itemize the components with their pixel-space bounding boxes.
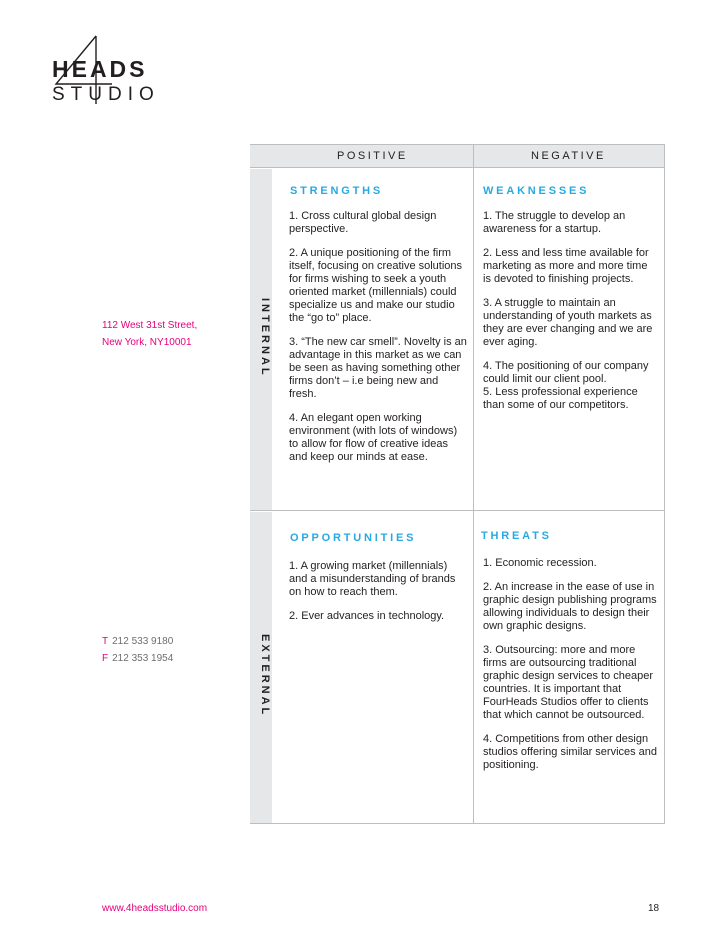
fax-number: 212 353 1954 <box>112 653 174 664</box>
phone-line <box>102 636 173 647</box>
weakness-item: 1. The struggle to develop an awareness for a startup. <box>483 210 626 235</box>
strength-item: 1. Cross cultural global design perspective. <box>289 210 437 235</box>
opportunities-title: OPPORTUNITIES <box>290 532 417 544</box>
weakness-item: 3. A struggle to maintain an understanding of youth markets as they are ever changing and we are ever aging. <box>483 297 653 348</box>
row-label-internal: INTERNAL <box>259 298 271 378</box>
threat-item: 2. An increase in the ease of use in graphic design publishing programs allowing individuals to design their own graphic designs. <box>483 581 657 632</box>
brand-heads: HEADS <box>52 56 148 82</box>
grid-divider-horizontal <box>250 510 665 511</box>
page-number: 18 <box>648 903 660 914</box>
strengths-title: STRENGTHS <box>290 185 384 197</box>
threat-item: 3. Outsourcing: more and more firms are outsourcing traditional graphic design services to cheaper countries. It is important that FourHeads Studios offer to clients that which cannot be outsourced. <box>483 644 653 721</box>
column-header-negative: NEGATIVE <box>531 150 606 162</box>
fax-label: F <box>102 653 109 664</box>
weaknesses-list <box>483 210 658 423</box>
threat-item: 4. Competitions from other design studios offering similar services and positioning. <box>483 733 658 771</box>
fax-line <box>102 653 173 664</box>
grid-border-right <box>664 144 665 824</box>
weaknesses-title: WEAKNESSES <box>483 185 590 197</box>
column-header-positive: POSITIVE <box>337 150 408 162</box>
strength-item: 4. An elegant open working environment (with lots of windows) to allow for flow of creative ideas and keep our minds at ease. <box>289 412 458 463</box>
grid-divider-vertical <box>473 144 474 824</box>
phone-number: 212 533 9180 <box>112 636 174 647</box>
strength-item: 3. “The new car smell”. Novelty is an advantage in this market as we can be seen as having something other firms don’t – i.e being new and fresh. <box>289 336 467 400</box>
website-link[interactable]: www.4headsstudio.com <box>102 903 208 914</box>
weakness-item: 2. Less and less time available for marketing as more and more time is devoted to finishing projects. <box>483 247 649 285</box>
strength-item: 2. A unique positioning of the firm itself, focusing on creative solutions for firms wishing to seek a youth oriented market (millennials) could specialize us and make our studio the “go to” place. <box>289 247 463 324</box>
strengths-list <box>289 210 467 475</box>
weakness-item: 5. Less professional experience than some of our competitors. <box>483 386 638 411</box>
address-street: 112 West 31st Street, <box>102 320 198 331</box>
grid-border-bottom <box>250 823 665 824</box>
opportunity-item: 2. Ever advances in technology. <box>289 610 445 622</box>
opportunity-item: 1. A growing market (millennials) and a misunderstanding of brands on how to reach them. <box>289 560 456 598</box>
brand-studio: STUDIO <box>52 84 160 105</box>
address-city: New York, NY10001 <box>102 337 192 348</box>
opportunities-list <box>289 560 464 634</box>
threats-title: THREATS <box>481 530 552 542</box>
row-label-external: EXTERNAL <box>259 634 271 718</box>
phone-label: T <box>102 636 109 647</box>
threat-item: 1. Economic recession. <box>483 557 597 569</box>
weakness-item: 4. The positioning of our company could limit our client pool. <box>483 360 649 385</box>
threats-list <box>483 557 658 783</box>
